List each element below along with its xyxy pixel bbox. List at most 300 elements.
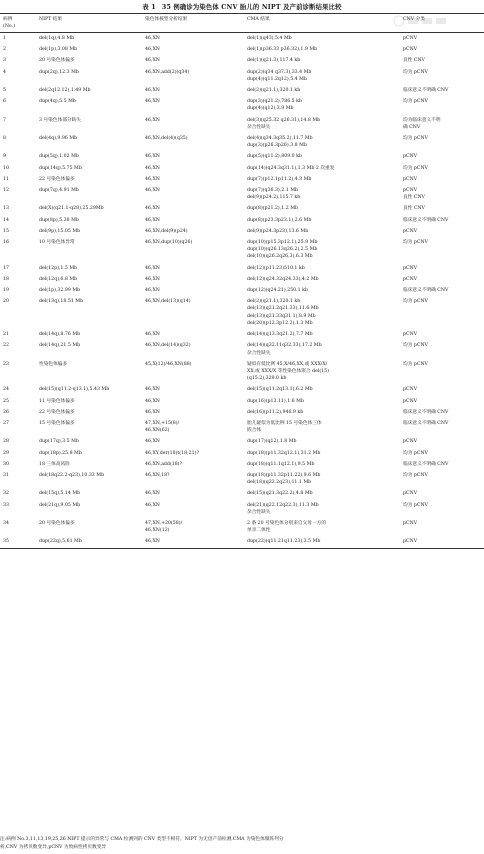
- cnv-class-line: pCNV: [403, 36, 418, 41]
- table-row: [0, 96, 484, 114]
- karyotype-result-line: 46,XN: [145, 117, 160, 123]
- case-no-line: 9: [3, 154, 6, 160]
- cell-nipt-result: [39, 215, 145, 226]
- cell-cnv-class: [403, 418, 484, 436]
- table-row: [0, 85, 484, 96]
- cell-cnv-class: [403, 285, 484, 296]
- karyotype-result-line: 45,X(12)/46,XN(88): [145, 361, 192, 367]
- cell-nipt-result: [39, 263, 145, 274]
- nipt-result-line: dup(8p),5.38 Mb: [39, 217, 79, 223]
- case-no-line: 10: [3, 165, 9, 171]
- cma-result-line: dup(10)(p15.3p12.1),25.9 Mb: [247, 240, 318, 246]
- cma-result-line: dup(7)(p12.1p11.2),4.3 Mb: [247, 176, 312, 182]
- cell-cnv-class: [403, 263, 484, 274]
- cell-karyotype-result: [145, 215, 247, 226]
- cma-result-line: del(9)(p24.2),115.7 kb: [247, 195, 301, 201]
- karyotype-result-line: 46,XY,der(18)t(18;21)?: [145, 450, 199, 456]
- header-cnv: CNV 分类: [403, 17, 425, 22]
- karyotype-result-line: 46,XN,add(2)(q34): [145, 69, 190, 75]
- cell-karyotype-result: [145, 459, 247, 470]
- case-no-line: 19: [3, 288, 9, 294]
- cell-case-no: [0, 384, 39, 395]
- cma-result-line: 杂合性缺失: [247, 350, 271, 356]
- cell-cnv-class: [403, 33, 484, 45]
- cell-cnv-class: [403, 296, 484, 329]
- table-row: [0, 407, 484, 418]
- cell-cnv-class: [403, 329, 484, 340]
- case-no-line: 31: [3, 472, 9, 478]
- nipt-result-line: del(12p),1.5 Mb: [39, 265, 78, 271]
- case-no-line: 8: [3, 136, 6, 142]
- cell-cma-result: [247, 459, 403, 470]
- cell-karyotype-result: [145, 488, 247, 499]
- cell-nipt-result: [39, 133, 145, 151]
- cell-nipt-result: [39, 418, 145, 436]
- footnote-line-1: 注:病例 No.3,11,13,19,25,26 NIPT 提示的异常与 CMA 检测到的 CNV 类型不相符。NIPT 为无创产前检测,CMA 为染色体微阵列分: [0, 837, 284, 842]
- cma-result-line: (q15.2),329.0 kb: [247, 376, 287, 382]
- case-no-line: 1: [3, 36, 6, 41]
- cnv-class-line: pCNV: [403, 387, 418, 393]
- cma-result-line: del(1)(q21.3),117.4 kb: [247, 58, 301, 64]
- cma-result-line: del(20)(p12.3p12.2),1.3 Mb: [247, 320, 313, 326]
- karyotype-result-line: 46,XN: [145, 491, 160, 497]
- cell-cma-result: [247, 237, 403, 263]
- table-row: [0, 215, 484, 226]
- cnv-class-line: 临床意义不明确 CNV: [403, 461, 449, 467]
- cnv-class-line: pCNV: [403, 47, 418, 53]
- cma-result-line: dup(8)(p21.2),1.2 Mb: [247, 206, 298, 212]
- nipt-result-line: del(18q22.2-q23),10.33 Mb: [39, 472, 105, 478]
- nipt-result-line: 性染色体偏多: [39, 361, 68, 367]
- cell-nipt-result: [39, 226, 145, 237]
- cma-result-line: del(4)(q34.3q35.2),11.7 Mb: [247, 136, 313, 142]
- cell-cma-result: [247, 418, 403, 436]
- cell-cnv-class: [403, 448, 484, 459]
- table-row: [0, 470, 484, 488]
- karyotype-result-line: 47,XN,+20(58)/: [145, 520, 183, 526]
- karyotype-result-line: 46,XN: [145, 165, 160, 171]
- case-no-line: 5: [3, 88, 6, 94]
- cell-cma-result: [247, 151, 403, 162]
- cma-result-line: dup(17)(q12),1.8 Mb: [247, 439, 297, 445]
- cell-nipt-result: [39, 151, 145, 162]
- table-row: [0, 237, 484, 263]
- header-karyotype: 染色体核型分析结果: [145, 17, 188, 22]
- cell-case-no: [0, 44, 39, 55]
- cma-result-line: dup(5)(q11.2),809.0 kb: [247, 154, 302, 160]
- cnv-class-line: pCNV: [403, 176, 418, 182]
- cell-cnv-class: [403, 151, 484, 162]
- cnv-class-line: pCNV: [403, 398, 418, 404]
- cma-result-line: dup(18)(p11.32q12.1),31.2 Mb: [247, 450, 321, 456]
- case-no-line: 13: [3, 206, 9, 212]
- cnv-class-line: 均为 pCNV: [403, 472, 428, 478]
- cell-cnv-class: [403, 518, 484, 536]
- nipt-result-line: 18 三体高风险: [39, 461, 70, 467]
- table-row: [0, 55, 484, 66]
- table-row: [0, 329, 484, 340]
- cma-result-line: dup(2)(q34 q37.3),33.4 Mb: [247, 69, 312, 75]
- table-row: [0, 163, 484, 174]
- cell-cnv-class: [403, 67, 484, 85]
- cnv-class-line: 均为 pCNV: [403, 240, 428, 246]
- cell-karyotype-result: [145, 470, 247, 488]
- cell-nipt-result: [39, 296, 145, 329]
- results-table: [0, 13, 484, 549]
- cnv-class-line: 临床意义不明确 CNV: [403, 409, 449, 415]
- nipt-result-line: del(1q),4.8 Mb: [39, 36, 75, 41]
- cell-cma-result: [247, 33, 403, 45]
- cell-cnv-class: [403, 44, 484, 55]
- case-no-line: 3: [3, 58, 6, 64]
- cell-cma-result: [247, 500, 403, 518]
- cma-result-line: dup(18)(q11.1q12.1),9.5 Mb: [247, 461, 315, 467]
- cnv-class-line: pCNV: [403, 265, 418, 271]
- footnote-line-2: 析,CNV 为拷贝数变异,pCNV 为致病性拷贝数变异: [0, 845, 107, 850]
- cell-karyotype-result: [145, 226, 247, 237]
- cnv-class-line: 确 CNV: [403, 124, 421, 130]
- cell-case-no: [0, 203, 39, 214]
- cell-cnv-class: [403, 174, 484, 185]
- cell-cnv-class: [403, 536, 484, 548]
- cell-cma-result: [247, 115, 403, 133]
- cell-karyotype-result: [145, 384, 247, 395]
- karyotype-result-line: 46,XN,del(13)(q14): [145, 299, 191, 305]
- cell-nipt-result: [39, 237, 145, 263]
- karyotype-result-line: 46,XN,add(18)?: [145, 461, 183, 467]
- header-nipt: NIPT 结果: [39, 17, 63, 22]
- karyotype-result-line: 46,XN: [145, 398, 160, 404]
- cell-case-no: [0, 55, 39, 66]
- cma-result-line: del(2)(q21.1),320.1 kb: [247, 299, 301, 305]
- cell-case-no: [0, 396, 39, 407]
- cell-karyotype-result: [145, 151, 247, 162]
- cma-result-line: del(21)(q22.12q22.3),11.3 Mb: [247, 502, 319, 508]
- cell-cnv-class: [403, 396, 484, 407]
- cnv-class-line: pCNV: [403, 491, 418, 497]
- cma-result-line: del(14)(q32.11q32.33),17.2 Mb: [247, 343, 322, 349]
- cell-cnv-class: [403, 488, 484, 499]
- cell-karyotype-result: [145, 115, 247, 133]
- cma-result-line: del(13)(q21.33q31.1),8.9 Mb: [247, 313, 316, 319]
- cell-case-no: [0, 488, 39, 499]
- cell-case-no: [0, 215, 39, 226]
- nipt-result-line: 15 号染色体偏多: [39, 420, 75, 426]
- karyotype-result-line: 46,XN: [145, 288, 160, 294]
- case-no-line: 34: [3, 520, 9, 526]
- cma-result-line: dup(3)(q21.2),786.5 kb: [247, 99, 302, 105]
- cell-cma-result: [247, 488, 403, 499]
- cell-cma-result: [247, 85, 403, 96]
- karyotype-result-line: 46,XN,del(9)(p24): [145, 228, 188, 234]
- cell-case-no: [0, 436, 39, 447]
- cell-cnv-class: [403, 340, 484, 358]
- cell-nipt-result: [39, 340, 145, 358]
- cell-karyotype-result: [145, 500, 247, 518]
- cell-nipt-result: [39, 96, 145, 114]
- nipt-result-line: del(9p),15.05 Mb: [39, 228, 81, 234]
- cell-nipt-result: [39, 518, 145, 536]
- cma-result-line: del(2)(q21.1),320.1 kb: [247, 88, 301, 94]
- cell-cma-result: [247, 163, 403, 174]
- table-body: [0, 33, 484, 549]
- cell-case-no: [0, 459, 39, 470]
- table-title: [0, 2, 484, 11]
- cell-nipt-result: [39, 55, 145, 66]
- header-cma: CMA 结果: [247, 17, 270, 22]
- cell-cnv-class: [403, 407, 484, 418]
- table-row: [0, 500, 484, 518]
- cnv-class-line: 均为临床意义不明: [403, 117, 441, 123]
- cma-result-line: del(12)(p11.23)510.1 kb: [247, 265, 305, 271]
- cma-result-line: dup(18)(p11.32p11.22),9.6 Mb: [247, 472, 321, 478]
- cell-case-no: [0, 226, 39, 237]
- cell-cma-result: [247, 203, 403, 214]
- cell-case-no: [0, 536, 39, 548]
- cell-karyotype-result: [145, 44, 247, 55]
- cell-cnv-class: [403, 459, 484, 470]
- case-no-line: 28: [3, 439, 9, 445]
- cma-result-line: 杂合性缺失: [247, 509, 271, 515]
- case-no-line: 35: [3, 539, 9, 545]
- cell-karyotype-result: [145, 396, 247, 407]
- case-no-line: 18: [3, 276, 9, 282]
- nipt-result-line: del(12q),6.8 Mb: [39, 276, 78, 282]
- karyotype-result-line: 46,XN,del(14)(q32): [145, 343, 191, 349]
- nipt-result-line: del(4q),9.96 Mb: [39, 136, 78, 142]
- nipt-result-line: del(1p),32.99 Mb: [39, 288, 81, 294]
- table-row: [0, 274, 484, 285]
- cell-cnv-class: [403, 226, 484, 237]
- cell-cma-result: [247, 226, 403, 237]
- cell-case-no: [0, 151, 39, 162]
- cell-case-no: [0, 237, 39, 263]
- cell-case-no: [0, 185, 39, 203]
- cell-karyotype-result: [145, 274, 247, 285]
- cell-karyotype-result: [145, 448, 247, 459]
- karyotype-result-line: 46,XN: [145, 36, 160, 41]
- cell-cma-result: [247, 436, 403, 447]
- case-no-line: 30: [3, 461, 9, 467]
- cell-nipt-result: [39, 185, 145, 203]
- cell-cma-result: [247, 359, 403, 385]
- cell-case-no: [0, 274, 39, 285]
- cma-result-line: XX,或 XXX/X 等性染色体嵌合 del(15): [247, 368, 329, 374]
- cma-result-line: dup(16)(p13.11),1.6 Mb: [247, 398, 304, 404]
- table-row: [0, 44, 484, 55]
- cell-karyotype-result: [145, 436, 247, 447]
- case-no-line: 16: [3, 240, 9, 246]
- cnv-class-line: 均为 pCNV: [403, 502, 428, 508]
- cell-case-no: [0, 407, 39, 418]
- karyotype-result-line: 46,XN(12): [145, 528, 170, 534]
- cell-nipt-result: [39, 67, 145, 85]
- cell-case-no: [0, 329, 39, 340]
- cell-cnv-class: [403, 500, 484, 518]
- nipt-result-line: dup(14q),5.75 Mb: [39, 165, 82, 171]
- table-row: [0, 384, 484, 395]
- cell-cma-result: [247, 274, 403, 285]
- cell-case-no: [0, 359, 39, 385]
- cell-case-no: [0, 33, 39, 45]
- cell-nipt-result: [39, 85, 145, 96]
- cell-nipt-result: [39, 536, 145, 548]
- cell-case-no: [0, 418, 39, 436]
- cell-nipt-result: [39, 500, 145, 518]
- cma-result-line: 单亲二体性: [247, 528, 271, 534]
- cma-result-line: del(18)(q22.2q23),11.1 Mb: [247, 480, 312, 486]
- cma-result-line: del(13)(q21.2q21.33),11.6 Mb: [247, 306, 319, 312]
- cell-cnv-class: [403, 359, 484, 385]
- header-case-no: 病例 (No.): [3, 17, 15, 29]
- cnv-class-line: pCNV: [403, 228, 418, 234]
- table-row: [0, 340, 484, 358]
- cell-karyotype-result: [145, 340, 247, 358]
- cnv-class-line: 均为 pCNV: [403, 450, 428, 456]
- cell-cnv-class: [403, 85, 484, 96]
- cell-cma-result: [247, 340, 403, 358]
- cell-karyotype-result: [145, 85, 247, 96]
- cell-cma-result: [247, 470, 403, 488]
- cell-karyotype-result: [145, 55, 247, 66]
- case-no-line: 21: [3, 332, 9, 338]
- case-no-line: 22: [3, 343, 9, 349]
- nipt-result-line: 22 号染色体偏多: [39, 176, 75, 182]
- cell-case-no: [0, 174, 39, 185]
- cell-karyotype-result: [145, 359, 247, 385]
- cma-result-line: dup(4)(q11.2q12),5.4 Mb: [247, 76, 307, 82]
- cell-case-no: [0, 85, 39, 96]
- cell-nipt-result: [39, 470, 145, 488]
- cma-result-line: del(3)(q25.32 q26.31),14.8 Mb: [247, 117, 321, 123]
- cell-cma-result: [247, 185, 403, 203]
- karyotype-result-line: 46,XN: [145, 539, 160, 545]
- nipt-result-line: dup(22q),5.61 Mb: [39, 539, 82, 545]
- nipt-result-line: 10 号染色体异常: [39, 240, 75, 246]
- cell-nipt-result: [39, 174, 145, 185]
- table-row: [0, 436, 484, 447]
- nipt-result-line: 22 号染色体偏多: [39, 409, 75, 415]
- cnv-class-line: 均为 pCNV: [403, 136, 428, 142]
- cell-karyotype-result: [145, 518, 247, 536]
- cnv-class-line: 均为 pCNV: [403, 343, 428, 349]
- cell-cma-result: [247, 215, 403, 226]
- cell-nipt-result: [39, 448, 145, 459]
- cnv-class-line: pCNV: [403, 276, 418, 282]
- cma-result-line: dup(7)(q36.3),2.1 Mb: [247, 188, 298, 194]
- case-no-line: 17: [3, 265, 9, 271]
- cell-karyotype-result: [145, 133, 247, 151]
- case-no-line: 20: [3, 299, 9, 305]
- cell-case-no: [0, 163, 39, 174]
- cell-cnv-class: [403, 96, 484, 114]
- cell-case-no: [0, 115, 39, 133]
- table-row: [0, 67, 484, 85]
- cnv-class-line: 均为 pCNV: [403, 99, 428, 105]
- cell-cma-result: [247, 67, 403, 85]
- karyotype-result-line: 46,XN: [145, 439, 160, 445]
- cma-result-line: dup(14)(q24.3q31.1),1.3 Mb 2 次重复: [247, 165, 335, 171]
- cnv-class-line: 良性 CNV: [403, 206, 425, 212]
- nipt-result-line: del(13q),18.51 Mb: [39, 299, 84, 305]
- table-row: [0, 133, 484, 151]
- cell-nipt-result: [39, 396, 145, 407]
- case-no-line: 4: [3, 69, 6, 75]
- cell-cnv-class: [403, 55, 484, 66]
- nipt-result-line: del(15q),5.14 Mb: [39, 491, 81, 497]
- case-no-line: 25: [3, 398, 9, 404]
- cell-cnv-class: [403, 436, 484, 447]
- cma-result-line: 杂合性缺失: [247, 124, 271, 130]
- cma-result-line: 疑似有低比例 45,X/46,XX,或 XXX/X/: [247, 361, 328, 367]
- nipt-result-line: dup(18p),25.8 Mb: [39, 450, 82, 456]
- cma-result-line: del(9)(p24.3p23),13.6 Mb: [247, 228, 309, 234]
- case-no-line: 15: [3, 228, 9, 234]
- table-row: [0, 33, 484, 45]
- table-footnote: [0, 836, 484, 852]
- nipt-result-line: 20 号染色体偏多: [39, 58, 75, 64]
- table-row: [0, 536, 484, 548]
- cell-nipt-result: [39, 384, 145, 395]
- table-row: [0, 488, 484, 499]
- cnv-class-line: pCNV: [403, 332, 418, 338]
- cell-nipt-result: [39, 285, 145, 296]
- cma-result-line: dup(22)(q11.21q11.23),3.5 Mb: [247, 539, 321, 545]
- cell-cnv-class: [403, 215, 484, 226]
- cell-nipt-result: [39, 274, 145, 285]
- cell-cnv-class: [403, 237, 484, 263]
- cnv-class-line: 良性 CNV: [403, 58, 425, 64]
- cell-cma-result: [247, 96, 403, 114]
- cell-cnv-class: [403, 203, 484, 214]
- cma-result-line: dup(8)(p23.3p23.1),2.6 Mb: [247, 217, 312, 223]
- cell-karyotype-result: [145, 203, 247, 214]
- cell-cnv-class: [403, 185, 484, 203]
- case-no-line: 29: [3, 450, 9, 456]
- cell-nipt-result: [39, 115, 145, 133]
- case-no-line: 27: [3, 420, 9, 426]
- case-no-line: 7: [3, 117, 6, 123]
- cell-cma-result: [247, 448, 403, 459]
- cnv-class-line: pCNV: [403, 188, 418, 194]
- table-caption: 35 例确诊为染色体 CNV 胎儿的 NIPT 及产前诊断结果比较: [161, 4, 342, 11]
- table-row: [0, 263, 484, 274]
- karyotype-result-line: 46,XN: [145, 88, 160, 94]
- cell-case-no: [0, 500, 39, 518]
- cnv-class-line: pCNV: [403, 439, 418, 445]
- cell-karyotype-result: [145, 407, 247, 418]
- case-no-line: 2: [3, 47, 6, 53]
- case-no-line: 23: [3, 361, 9, 367]
- nipt-result-line: 20 号染色体偏多: [39, 520, 75, 526]
- cell-cnv-class: [403, 274, 484, 285]
- cma-result-line: dup(12)(q24.21),250.1 kb: [247, 288, 308, 294]
- nipt-result-line: del(14q),8.76 Mb: [39, 332, 81, 338]
- case-no-line: 26: [3, 409, 9, 415]
- table-row: [0, 459, 484, 470]
- cma-result-line: del(15)(q11.2q13.1),6.2 Mb: [247, 387, 313, 393]
- karyotype-result-line: 46,XN: [145, 276, 160, 282]
- table-header-row: [0, 14, 484, 33]
- karyotype-result-line: 46,XN: [145, 154, 160, 160]
- cell-karyotype-result: [145, 263, 247, 274]
- cnv-class-line: pCNV: [403, 154, 418, 160]
- cma-result-line: del(1)(q43),5.4 Mb: [247, 36, 292, 41]
- nipt-result-line: dup(5q),1.02 Mb: [39, 154, 79, 160]
- karyotype-result-line: 46,XN: [145, 99, 160, 105]
- cell-case-no: [0, 470, 39, 488]
- cma-result-line: del(15)(q21.3q22.2),4.8 Mb: [247, 491, 313, 497]
